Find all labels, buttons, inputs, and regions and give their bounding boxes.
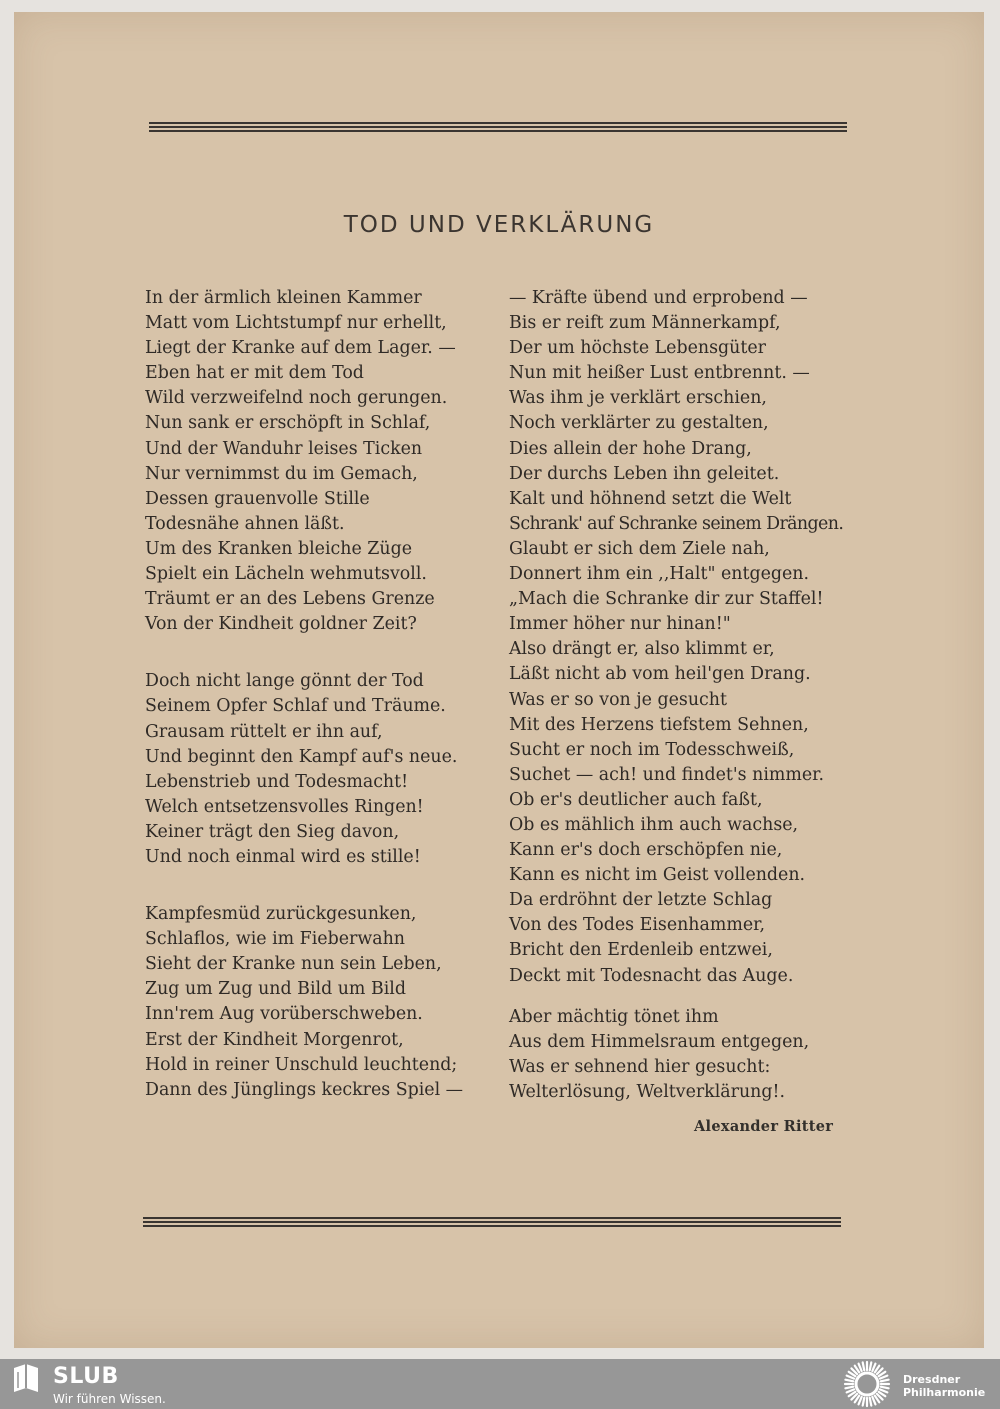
- poem-line: Läßt nicht ab vom heil'gen Drang.: [509, 664, 811, 685]
- sunburst-ray: [845, 1380, 853, 1382]
- top-triple-rule: [149, 122, 847, 132]
- stanza-gap: [145, 637, 463, 669]
- poem-line: Deckt mit Todesnacht das Auge.: [509, 965, 794, 986]
- poem-line: Was er sehnend hier gesucht:: [509, 1056, 771, 1077]
- slub-book-icon: [12, 1362, 40, 1394]
- poem-line: Um des Kranken bleiche Züge: [145, 538, 412, 559]
- poem-left-column: [145, 286, 463, 1103]
- poem-right-column: [509, 286, 843, 1105]
- poem-line: Ob es mählich ihm auch wachse,: [509, 814, 799, 835]
- poem-line: In der ärmlich kleinen Kammer: [145, 288, 422, 308]
- poem-line: Lebenstrieb und Todesmacht!: [145, 771, 409, 792]
- poem-line: Träumt er an des Lebens Grenze: [145, 589, 435, 610]
- poem-line: Dies allein der hohe Drang,: [509, 438, 752, 459]
- poem-line: Noch verklärter zu gestalten,: [509, 413, 769, 434]
- sunburst-ray: [859, 1364, 862, 1371]
- poem-line: Von des Todes Eisenhammer,: [509, 915, 766, 936]
- poem-line: Mit des Herzens tiefstem Sehnen,: [509, 714, 809, 735]
- sunburst-ray: [872, 1364, 875, 1371]
- sunburst-ray: [847, 1376, 854, 1379]
- poem-line: Von der Kindheit goldner Zeit?: [145, 614, 417, 635]
- poem-line: Wild verzweifelnd noch gerungen.: [145, 388, 448, 409]
- sunburst-ray: [880, 1376, 887, 1379]
- footer-bar: [0, 1359, 1000, 1409]
- partner-name-line1: Dresdner: [903, 1373, 961, 1386]
- poem-line: Dessen grauenvolle Stille: [145, 488, 370, 509]
- poem-line: Doch nicht lange gönnt der Tod: [145, 671, 424, 692]
- poem-line: Also drängt er, also klimmt er,: [509, 639, 775, 660]
- poem-line: Keiner trägt den Sieg davon,: [145, 821, 400, 842]
- poem-line: Aber mächtig tönet ihm: [509, 1006, 719, 1027]
- poem-line: Welterlösung, Weltverklärung!.: [509, 1081, 786, 1102]
- slub-tagline: Wir führen Wissen.: [53, 1392, 166, 1406]
- document-page: [14, 12, 984, 1348]
- poem-line: Sucht er noch im Todesschweiß,: [509, 739, 795, 760]
- poem-line: Und der Wanduhr leises Ticken: [145, 438, 423, 459]
- poem-line: Aus dem Himmelsraum entgegen,: [509, 1031, 810, 1052]
- poem-line: Nun sank er erschöpft in Schlaf,: [145, 413, 431, 434]
- poem-author: Alexander Ritter: [694, 1118, 834, 1135]
- poem-line: Da erdröhnt der letzte Schlag: [509, 890, 773, 911]
- poem-line: Nun mit heißer Lust entbrennt. —: [509, 363, 810, 384]
- sunburst-ray: [863, 1398, 865, 1406]
- poem-line: Kann es nicht im Geist vollenden.: [509, 865, 806, 886]
- poem-line: Und noch einmal wird es stille!: [145, 846, 421, 867]
- poem-line: Donnert ihm ein ,,Halt" entgegen.: [509, 564, 810, 585]
- poem-line: Matt vom Lichtstumpf nur erhellt,: [145, 313, 447, 334]
- poem-line: Bricht den Erdenleib entzwei,: [509, 940, 773, 961]
- poem-line: Inn'rem Aug vorüberschweben.: [145, 1004, 423, 1025]
- poem-line: Glaubt er sich dem Ziele nah,: [509, 538, 770, 559]
- poem-line: — Kräfte übend und erprobend —: [509, 288, 808, 308]
- sunburst-ray: [859, 1397, 862, 1404]
- poem-line: Seinem Opfer Schlaf und Träume.: [145, 696, 446, 717]
- poem-line: Liegt der Kranke auf dem Lager. —: [145, 338, 456, 359]
- dresdner-philharmonie-sunburst-icon: [841, 1360, 893, 1408]
- poem-line: Grausam rüttelt er ihn auf,: [145, 721, 383, 742]
- poem-line: Welch entsetzensvolles Ringen!: [145, 796, 424, 817]
- poem-line: Was ihm je verklärt erschien,: [509, 388, 767, 409]
- slub-name: SLUB: [53, 1364, 119, 1389]
- poem-line: Der um höchste Lebensgüter: [509, 338, 766, 359]
- poem-line: Schrank' auf Schranke seinem Drängen.: [509, 513, 844, 534]
- sunburst-ray: [845, 1387, 853, 1389]
- poem-line: Sieht der Kranke nun sein Leben,: [145, 954, 442, 975]
- stanza-gap: [145, 870, 463, 902]
- sunburst-ray: [880, 1389, 887, 1392]
- poem-line: Eben hat er mit dem Tod: [145, 363, 364, 384]
- poem-line: Suchet — ach! und findet's nimmer.: [509, 764, 825, 785]
- sunburst-ray: [872, 1397, 875, 1404]
- poem-line: Nur vernimmst du im Gemach,: [145, 463, 418, 484]
- poem-title: TOD UND VERKLÄRUNG: [343, 212, 655, 238]
- poem-line: „Mach die Schranke dir zur Staffel!: [509, 589, 824, 610]
- poem-line: Und beginnt den Kampf auf's neue.: [145, 746, 458, 767]
- poem-line: Ob er's deutlicher auch faßt,: [509, 789, 763, 810]
- poem-line: Spielt ein Lächeln wehmutsvoll.: [145, 564, 427, 585]
- poem-line: Dann des Jünglings keckres Spiel —: [145, 1079, 464, 1100]
- partner-name: [903, 1373, 985, 1399]
- poem-line: Hold in reiner Unschuld leuchtend;: [145, 1054, 458, 1075]
- sunburst-ray: [847, 1389, 854, 1392]
- poem-line: Kann er's doch erschöpfen nie,: [509, 840, 783, 861]
- sunburst-ray: [870, 1362, 872, 1370]
- poem-line: Der durchs Leben ihn geleitet.: [509, 463, 780, 484]
- poem-line: Bis er reift zum Männerkampf,: [509, 313, 781, 334]
- stanza-gap: [509, 989, 843, 1005]
- poem-line: Todesnähe ahnen läßt.: [145, 513, 345, 534]
- poem-line: Erst der Kindheit Morgenrot,: [145, 1029, 404, 1050]
- sunburst-ray: [863, 1362, 865, 1370]
- sunburst-ray: [881, 1380, 889, 1382]
- poem-line: Zug um Zug und Bild um Bild: [145, 979, 406, 1000]
- poem-line: Schlaflos, wie im Fieberwahn: [145, 929, 405, 950]
- sunburst-ray: [881, 1387, 889, 1389]
- poem-line: Immer höher nur hinan!": [509, 614, 731, 635]
- bottom-triple-rule: [143, 1217, 841, 1227]
- partner-name-line2: Philharmonie: [903, 1386, 986, 1399]
- poem-line: Kampfesmüd zurückgesunken,: [145, 904, 417, 925]
- sunburst-ray: [870, 1398, 872, 1406]
- poem-line: Was er so von je gesucht: [509, 689, 727, 710]
- poem-line: Kalt und höhnend setzt die Welt: [509, 488, 792, 509]
